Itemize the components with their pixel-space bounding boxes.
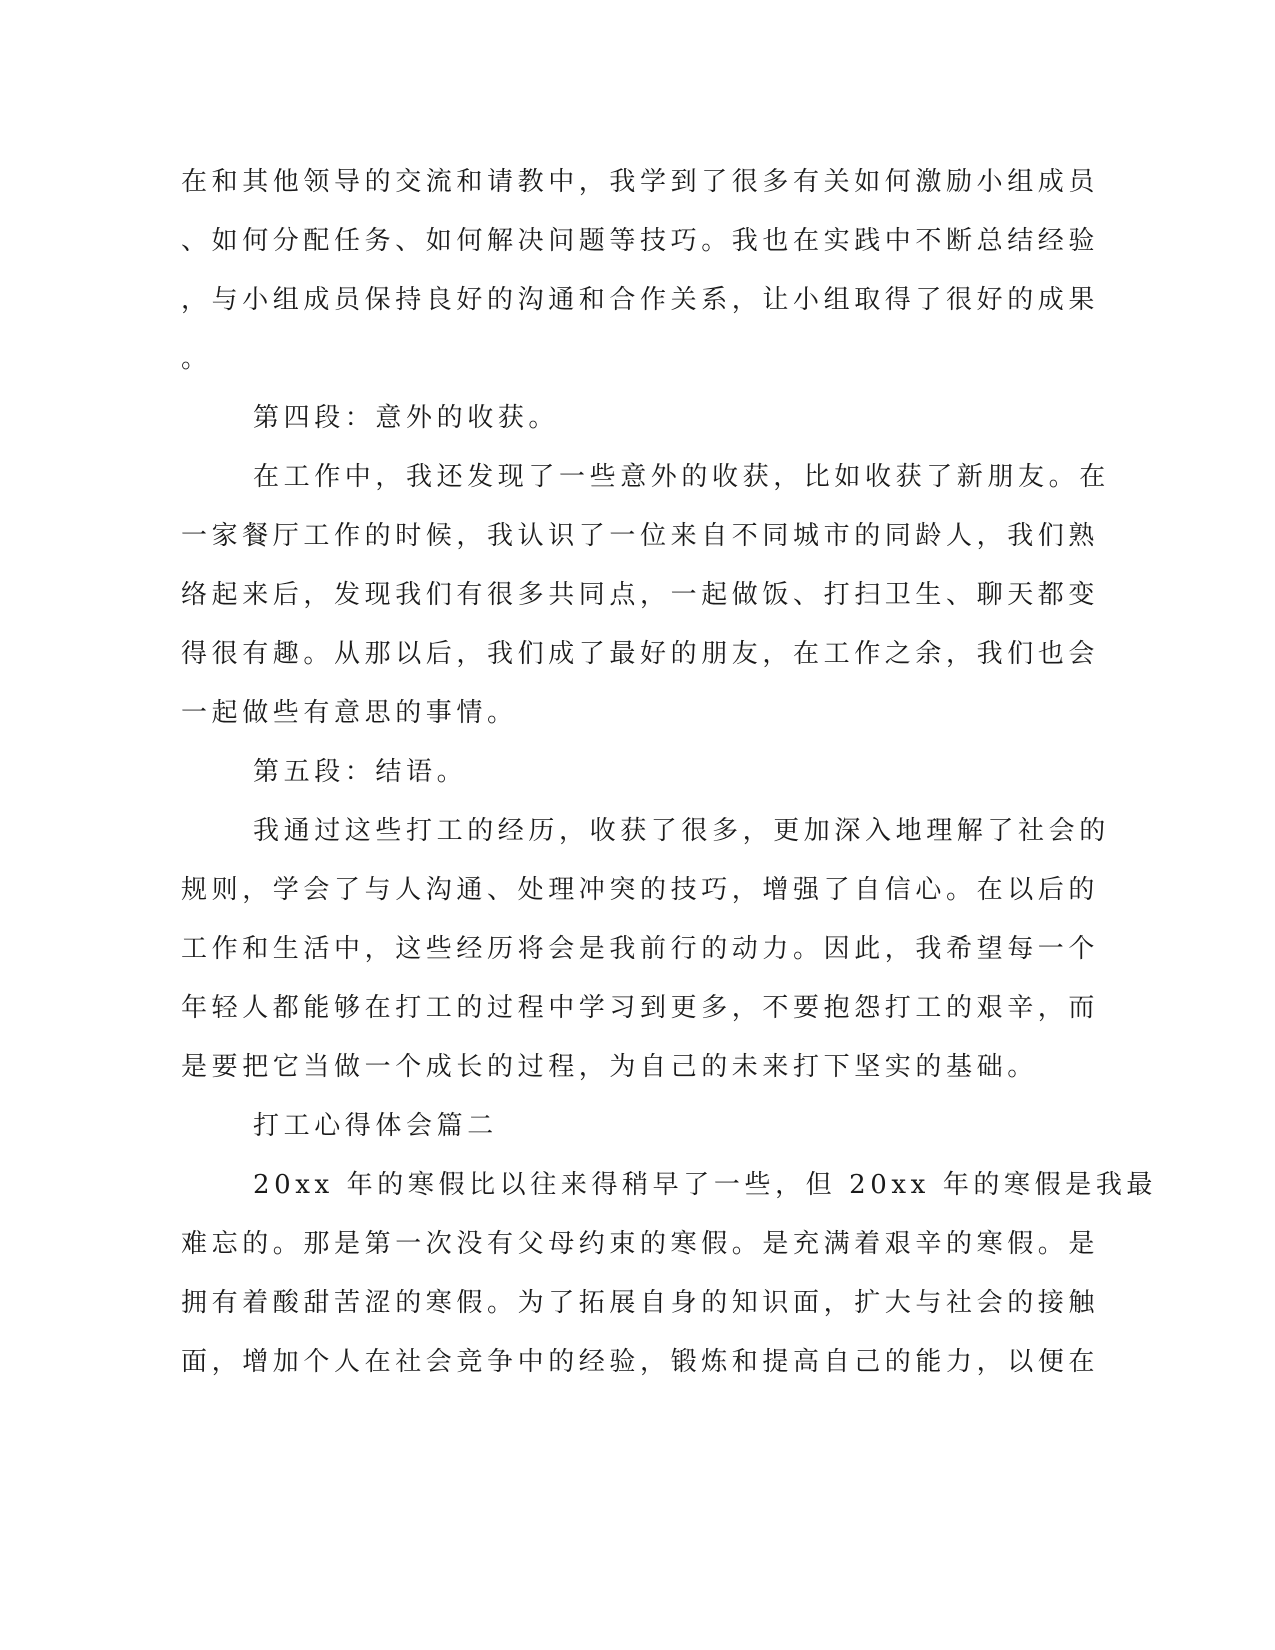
text-line: 工作和生活中，这些经历将会是我前行的动力。因此，我希望每一个: [181, 934, 1100, 964]
text-line: 得很有趣。从那以后，我们成了最好的朋友，在工作之余，我们也会: [181, 639, 1100, 669]
section-heading-4: 第四段：意外的收获。: [253, 403, 560, 433]
text-line: 难忘的。那是第一次没有父母约束的寒假。是充满着艰辛的寒假。是: [181, 1229, 1100, 1259]
text-line: 一家餐厅工作的时候，我认识了一位来自不同城市的同龄人，我们熟: [181, 521, 1100, 551]
section-heading-5: 第五段：结语。: [253, 757, 468, 787]
text-line: 在工作中，我还发现了一些意外的收获，比如收获了新朋友。在: [253, 462, 1110, 492]
article-heading: 打工心得体会篇二: [253, 1111, 498, 1141]
text-line: 面，增加个人在社会竞争中的经验，锻炼和提高自己的能力，以便在: [181, 1347, 1100, 1377]
text-line: 一起做些有意思的事情。: [181, 698, 518, 728]
text-line: 我通过这些打工的经历，收获了很多，更加深入地理解了社会的: [253, 816, 1110, 846]
text-line: 是要把它当做一个成长的过程，为自己的未来打下坚实的基础。: [181, 1052, 1038, 1082]
text-line: 在和其他领导的交流和请教中，我学到了很多有关如何激励小组成员: [181, 167, 1100, 197]
text-line: 年轻人都能够在打工的过程中学习到更多，不要抱怨打工的艰辛，而: [181, 993, 1100, 1023]
text-line: 、如何分配任务、如何解决问题等技巧。我也在实践中不断总结经验: [181, 226, 1100, 256]
text-line: 络起来后，发现我们有很多共同点，一起做饭、打扫卫生、聊天都变: [181, 580, 1100, 610]
text-line: 20xx 年的寒假比以往来得稍早了一些，但 20xx 年的寒假是我最: [253, 1170, 1158, 1200]
text-line: 规则，学会了与人沟通、处理冲突的技巧，增强了自信心。在以后的: [181, 875, 1100, 905]
text-line: 。: [181, 344, 212, 374]
text-line: 拥有着酸甜苦涩的寒假。为了拓展自身的知识面，扩大与社会的接触: [181, 1288, 1100, 1318]
document-body: [181, 153, 1158, 1392]
text-line: ，与小组成员保持良好的沟通和合作关系，让小组取得了很好的成果: [181, 285, 1100, 315]
